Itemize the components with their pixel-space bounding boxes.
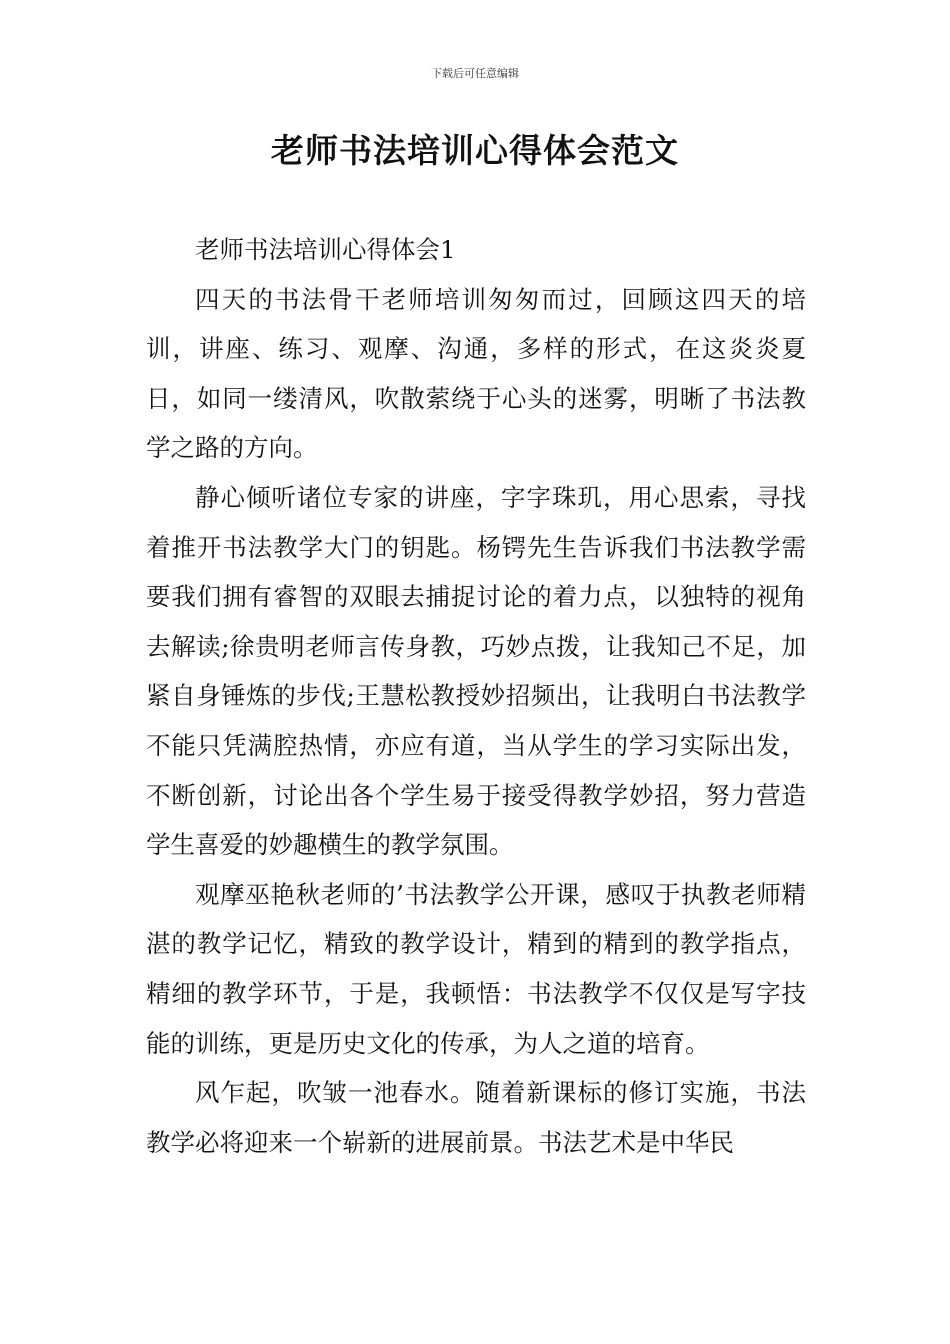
document-body [146,225,806,1167]
paragraph: 四天的书法骨干老师培训匆匆而过，回顾这四天的培训，讲座、练习、观摩、沟通，多样的形式，在这炎炎夏日，如同一缕清风，吹散萦绕于心头的迷雾，明晰了书法教学之路的方向。 [146,284,806,463]
section-heading: 老师书法培训心得体会1 [195,235,456,264]
document-title: 老师书法培训心得体会范文 [271,131,679,170]
paragraph: 静心倾听诸位专家的讲座，字字珠玑，用心思索，寻找着推开书法教学大门的钥匙。杨锷先生告诉我们书法教学需要我们拥有睿智的双眼去捕捉讨论的着力点，以独特的视角去解读;徐贵明老师言传身教，巧妙点拨，让我知己不足，加紧自身锤炼的步伐;王慧松教授妙招频出，让我明白书法教学不能只凭满腔热情，亦应有道，当从学生的学习实际出发，不断创新，讨论出各个学生易于接受得教学妙招，努力营造学生喜爱的妙趣横生的教学氛围。 [146,482,806,860]
paragraph: 风乍起，吹皱一池春水。随着新课标的修订实施，书法教学必将迎来一个崭新的进展前景。书法艺术是中华民 [146,1078,806,1157]
paragraph: 观摩巫艳秋老师的’书法教学公开课，感叹于执教老师精湛的教学记忆，精致的教学设计，精到的精到的教学指点，精细的教学环节，于是，我顿悟：书法教学不仅仅是写字技能的训练，更是历史文化的传承，为人之道的培育。 [146,879,806,1058]
header-note: 下载后可任意编辑 [431,67,519,80]
